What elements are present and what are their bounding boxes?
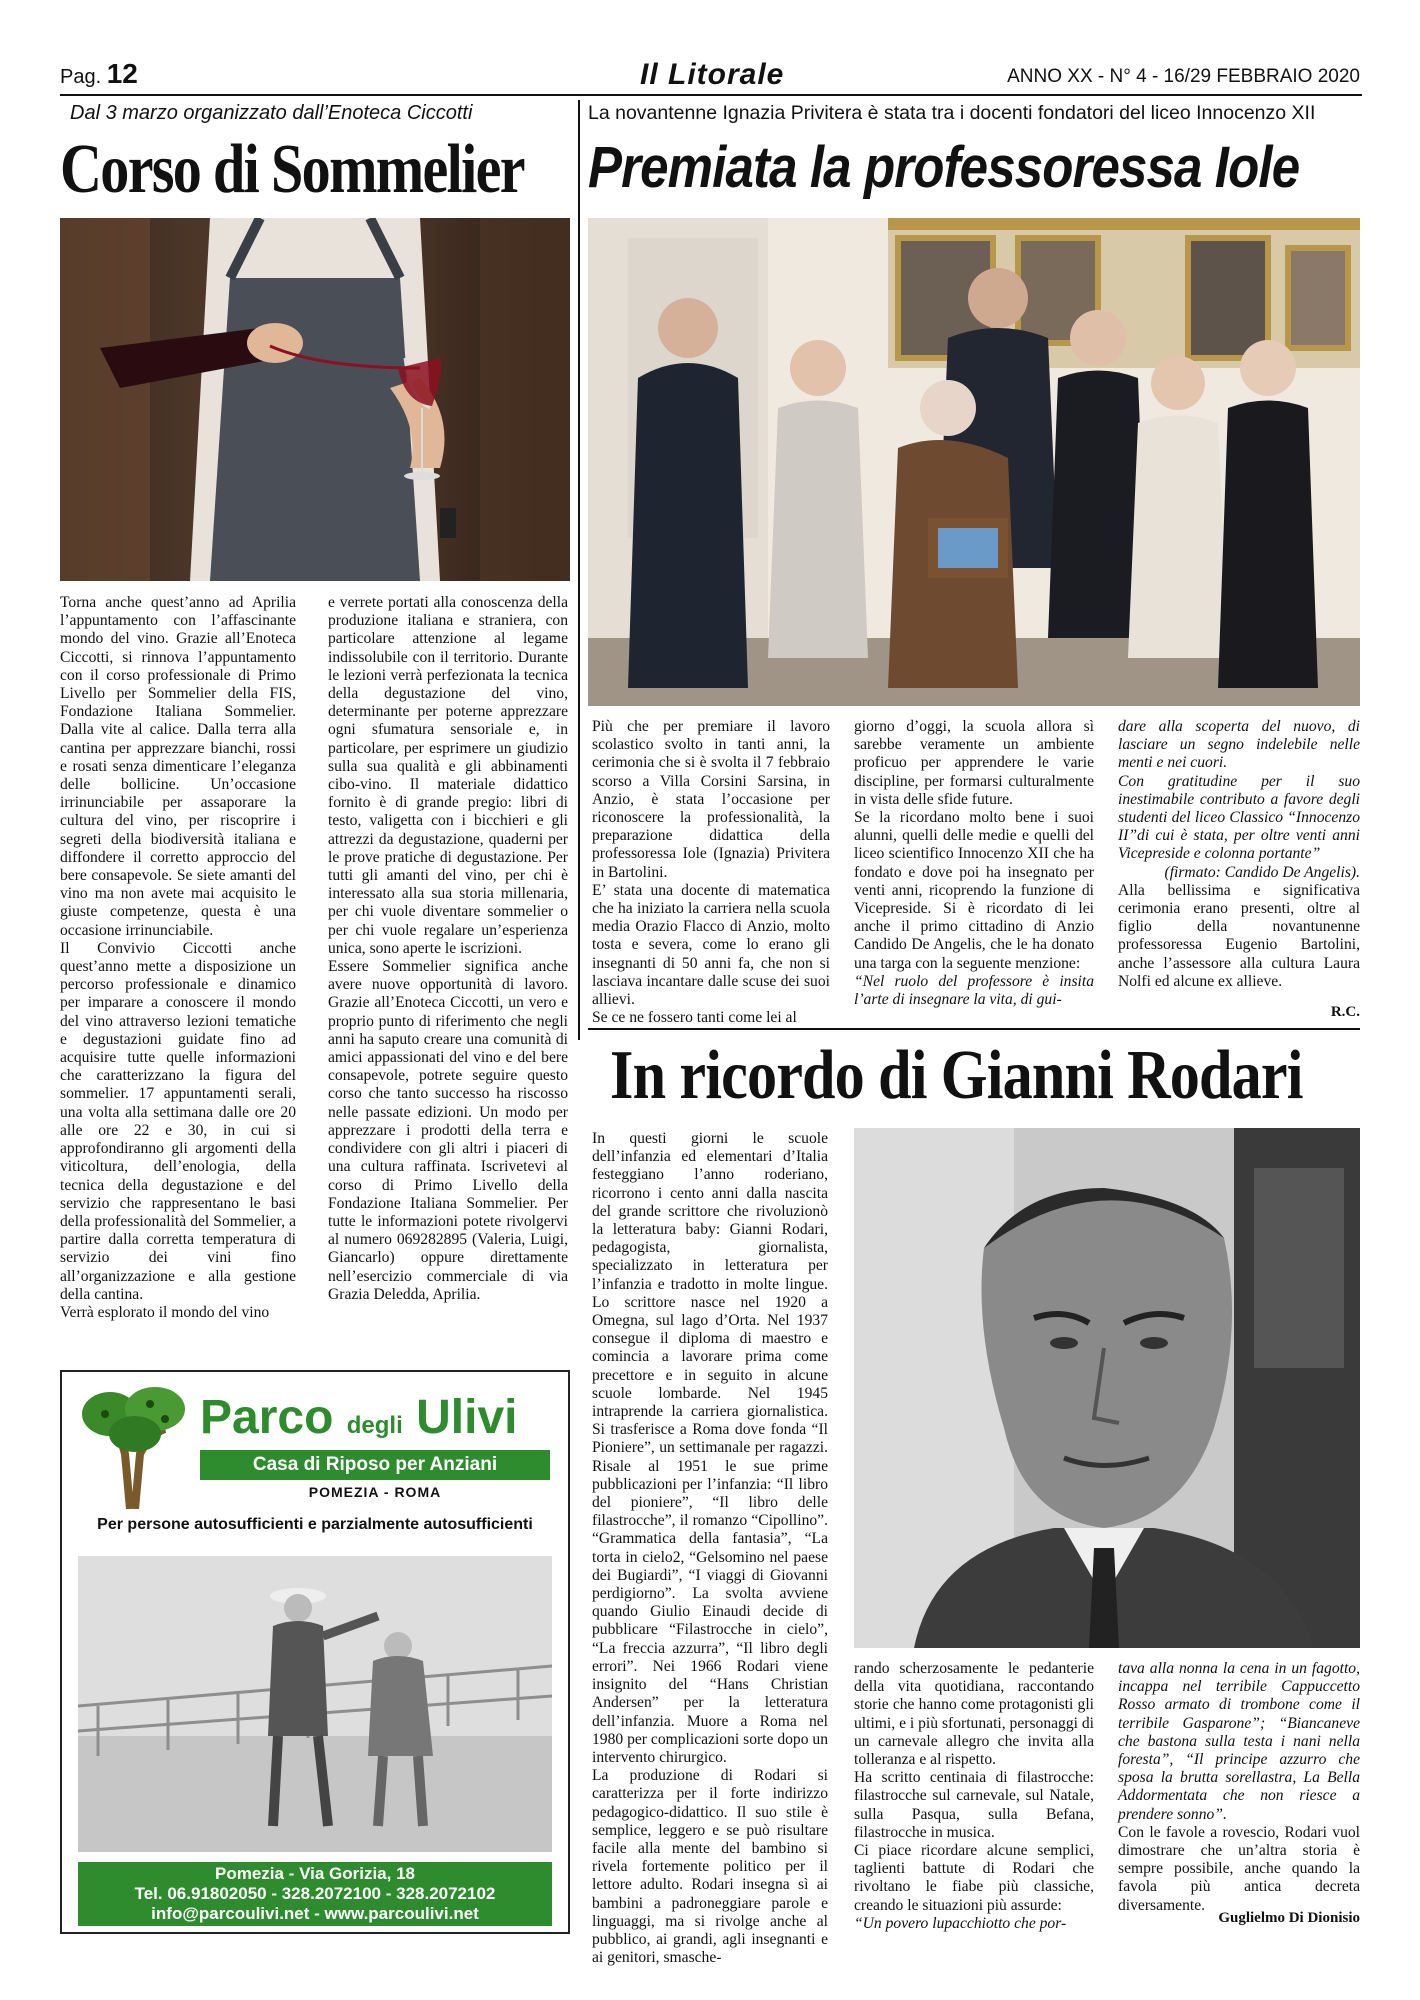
page-number-value: 12 xyxy=(106,58,138,89)
ad-web[interactable]: info@parcoulivi.net - www.parcoulivi.net xyxy=(151,1904,479,1923)
rodari-quote: tava alla nonna la cena in un fagotto, incappa nel terribile Cappuccetto Rosso armato di trombone come il terribile Gasparone”; “Biancaneve che bastona sulla testa i nani nella foresta”, “Il principe azzurro che sposa la brutta sorellastra, La Bella Addormentata che non riesce a prendere sonno”. xyxy=(1118,1660,1360,1823)
rodari-paragraph: Con le favole a rovescio, Rodari vuol dimostrare che un’altra storia è sempre possibile, anche quando la favola più antica decreta diversamente. xyxy=(1118,1823,1360,1914)
sommelier-paragraph: Torna anche quest’anno ad Aprilia l’appuntamento con l’affascinante mondo del vino. Grazie all’Enoteca Ciccotti, si rinnova l’appuntamento con il corso professionale di Primo Livello per Sommelier della FIS, Fondazione Italiana Sommelier. Dalla vite al calice. Dalla terra alla cantina per apprezzare bianchi, rossi e rosati senza dimenticare l’eleganza delle bollicine. Un’occasione irrinunciabile per assaporare la cultura del vino, per riscoprire i segreti della biodiversità italiana e diffondere il corretto approccio del bere consapevole. Se siete amanti del vino ma non avete mai acquisito le giuste competenze, questa è una occasione irrinunciabile. xyxy=(60,594,296,939)
iole-kicker: La novantenne Ignazia Privitera è stata tra i docenti fondatori del liceo Innocenzo XII xyxy=(588,102,1316,124)
iole-paragraph: giorno d’oggi, la scuola allora sì sarebbe veramente un ambiente proficuo per apprendere le varie discipline, per formarsi culturalmente in vista delle sfide future. xyxy=(854,718,1094,808)
iole-photo xyxy=(588,218,1360,706)
ad-brand-end: Ulivi xyxy=(416,1391,518,1444)
sommelier-paragraph: Il Convivio Ciccotti anche quest’anno mette a disposizione un percorso professionale e dinamico per imparare a conoscere il mondo del vino attraverso lezioni tematiche e degustazioni guidate fino ad acquisire tutte quelle informazioni che caratterizzano la figura del sommelier. 17 appuntamenti serali, una volta alla settimana dalle ore 20 alle ore 22 e 30, in cui si approfondiranno gli argomenti della viticoltura, dell’enologia, della tecnica della degustazione e del servizio che rappresentano le basi della professionalità del Sommelier, a partire dalla corretta temperatura di servizio dei vini fino all’organizzazione e alla gestione della cantina. xyxy=(60,939,296,1303)
iole-col-1 xyxy=(592,718,830,1027)
iole-col-3 xyxy=(1118,718,1360,991)
ad-brand xyxy=(200,1390,517,1445)
page-number xyxy=(60,58,138,90)
iole-paragraph: Se ce ne fossero tanti come lei al xyxy=(592,1009,797,1027)
iole-paragraph: Alla bellissima e significativa cerimonia erano presenti, oltre al figlio della novantunenne professoressa Eugenio Bartolini, anche l’assessore alla cultura Laura Nolfi ed alcune ex allieve. xyxy=(1118,881,1360,990)
advertisement[interactable] xyxy=(60,1370,570,1934)
ad-footer xyxy=(78,1862,552,1926)
ad-tagline: Per persone autosufficienti e parzialmente autosufficienti xyxy=(97,1516,533,1533)
sommelier-paragraph: e verrete portati alla conoscenza della produzione italiana e straniera, con particolare attenzione al legame indissolubile con il territorio. Durante le lezioni verrà perfezionata la tecnica della degustazione del vino, determinante per poterne apprezzare ogni sfumatura sensoriale e, in particolare, per esprimere un giudizio sulla sua qualità e gli abbinamenti cibo-vino. Il materiale didattico fornito è di grande pregio: libri di testo, valigetta con i bicchieri e gli attrezzi da degustazione, quaderni per le prove pratiche di degustazione. Per tutti gli amanti del vino, per chi è interessato alla sua storia millenaria, per chi vuole diventare sommelier o per chi vuole regalare un’esperienza unica, sono aperte le iscrizioni. xyxy=(328,594,568,957)
sommelier-col-2 xyxy=(328,594,568,1304)
ad-location: POMEZIA - ROMA xyxy=(308,1484,442,1500)
rodari-col-3 xyxy=(1118,1660,1360,1915)
sommelier-col-1 xyxy=(60,594,296,1322)
iole-quote-signature: (firmato: Candido De Angelis). xyxy=(1164,863,1360,881)
iole-col-2 xyxy=(854,718,1094,1009)
rodari-headline: In ricordo di Gianni Rodari xyxy=(610,1037,1303,1114)
page-label: Pag. xyxy=(60,66,102,88)
sommelier-kicker: Dal 3 marzo organizzato dall’Enoteca Ciccotti xyxy=(70,102,473,124)
rodari-paragraph: In questi giorni le scuole dell’infanzia ed elementari d’Italia festeggiano l’anno roderiano, ricorrono i cento anni dalla nascita del grande scrittore che rivoluzionò la letteratura baby: Gianni Rodari, pedagogista, giornalista, specializzato in letteratura per l’infanzia e tradotto in molte lingue. Lo scrittore nasce nel 1920 a Omegna, sul lago d’Orta. Nel 1937 consegue il diploma di maestro e comincia a lavorare prima come precettore e in seguito in alcune scuole lombarde. Nel 1945 intraprende la carriera giornalistica. Si trasferisce a Roma dove fonda “Il Pioniere”, un settimanale per ragazzi. Risale al 1951 le sue prime pubblicazioni per l’infanzia: “Il libro del pioniere”, “Il libro delle filastrocche”, il romanzo “Cipollino”. “Grammatica della fantasia”, “La torta in cielo2, “Gelsomino nel paese dei Bugiardi”, “I viaggi di Giovanni perdigiorno”. La svolta avviene quando Giulio Einaudi decide di pubblicare “Filastrocche in cielo”, “La freccia azzurra”, “Il libro degli errori”. Nei 1966 Rodari viene insignito del “Hans Christian Andersen” per la letteratura dell’infanzia. Muore a Roma nel 1980 per complicazioni sorte dopo un intervento chirurgico. xyxy=(592,1130,829,1766)
iole-signature: R.C. xyxy=(1330,1004,1360,1020)
ad-band: Casa di Riposo per Anziani xyxy=(200,1450,550,1480)
masthead: Il Litorale xyxy=(640,58,785,91)
iole-quote: dare alla scoperta del nuovo, di lasciare un segno indelebile nelle menti e nei cuori. xyxy=(1118,718,1360,772)
ad-photo xyxy=(78,1556,552,1852)
sommelier-paragraph: Verrà esplorato il mondo del vino xyxy=(60,1303,270,1321)
rodari-photo xyxy=(854,1128,1360,1648)
sommelier-paragraph: Essere Sommelier significa anche avere nuove opportunità di lavoro. Grazie all’Enoteca Ciccotti, un vero e proprio punto di riferimento che negli anni ha saputo creare una comunità di amici appassionati del vino e del bere consapevole, potrete seguire questo corso che tanto successo ha riscosso nelle passate edizioni. Un modo per apprezzare i prodotti della terra e condividere con gli altri i piaceri di una cultura raffinata. Iscrivetevi al corso di Primo Livello della Fondazione Italiana Sommelier. Per tutte le informazioni potete rivolgervi al numero 069282895 (Valeria, Luigi, Giancarlo) oppure direttamente nell’esercizio commerciale di via Grazia Deledda, Aprilia. xyxy=(328,958,568,1303)
ad-brand-small: degli xyxy=(346,1412,403,1439)
rodari-col-2 xyxy=(854,1660,1094,1933)
iole-quote: Con gratitudine per il suo inestimabile contributo a favore degli studenti del liceo Classico “Innocenzo II”di cui è stata, per oltre venti anni Vicepreside e colonna portante” xyxy=(1118,772,1360,863)
ad-address: Pomezia - Via Gorizia, 18 xyxy=(215,1864,415,1883)
rodari-paragraph: Ci piace ricordare alcune semplici, taglienti battute di Rodari che rivoltano le fiabe più classiche, creando le situazioni più assurde: xyxy=(854,1842,1094,1914)
iole-quote: “Nel ruolo del professore è insita l’arte di insegnare la vita, di gui- xyxy=(854,972,1094,1009)
olive-tree-icon xyxy=(80,1384,190,1509)
iole-headline: Premiata la professoressa Iole xyxy=(588,135,1300,200)
sommelier-photo xyxy=(60,218,570,581)
ad-brand-main: Parco xyxy=(200,1391,334,1444)
rodari-paragraph: La produzione di Rodari si caratterizza per il forte indirizzo pedagogico-didattico. Il suo stile è semplice, leggero e se può risultare facile alla mente del bambino si rivela fortemente politico per il lettore adulto. Rodari insegna sì ai bambini a padroneggiare parole e linguaggi, ma si rivolge anche al pubblico, ai grandi, agli insegnanti e ai genitori, smasche- xyxy=(592,1767,828,1967)
section-rule xyxy=(588,1028,1360,1030)
ad-phones[interactable]: Tel. 06.91802050 - 328.2072100 - 328.2072102 xyxy=(134,1884,496,1903)
rodari-signature: Guglielmo Di Dionisio xyxy=(1218,1910,1360,1926)
rodari-col-1 xyxy=(592,1130,828,1967)
sommelier-headline: Corso di Sommelier xyxy=(60,131,524,208)
header-rule xyxy=(60,94,1362,96)
iole-paragraph: Più che per premiare il lavoro scolastico svolto in tanti anni, la cerimonia che si è svolta il 7 febbraio scorso a Villa Corsini Sarsina, in Anzio, è stata l’occasione per riconoscere la professionalità, la preparazione didattica della professoressa Iole (Ignazia) Privitera in Bartolini. xyxy=(592,718,830,881)
iole-paragraph: E’ stata una docente di matematica che ha iniziato la carriera nella scuola media Orazio Flacco di Anzio, molto tosta e severa, come lo erano gli insegnanti di 50 anni fa, che non si lasciava incantare dalle scuse dei suoi allievi. xyxy=(592,881,830,1009)
rodari-quote: “Un povero lupacchiotto che por- xyxy=(854,1914,1067,1932)
iole-paragraph: Se la ricordano molto bene i suoi alunni, quelli delle medie e quelli del liceo scientifico Innocenzo XII che ha fondato e dove poi ha insegnato per venti anni, ricoprendo la funzione di Vicepreside. Si è ricordato di lei anche il primo cittadino di Anzio Candido De Angelis, che le ha donato una targa con la seguente menzione: xyxy=(854,809,1094,972)
issue-info: ANNO XX - N° 4 - 16/29 FEBBRAIO 2020 xyxy=(1007,66,1360,87)
rodari-paragraph: rando scherzosamente le pedanterie della vita quotidiana, raccontando storie che hanno come protagonisti gli ultimi, e i più sfortunati, personaggi di un carnevale allegro che invita alla tolleranza e al rispetto. xyxy=(854,1660,1094,1769)
rodari-paragraph: Ha scritto centinaia di filastrocche: filastrocche sul carnevale, sul Natale, sulla Pasqua, sulla Befana, filastrocche in musica. xyxy=(854,1769,1094,1841)
column-divider xyxy=(578,100,580,1040)
